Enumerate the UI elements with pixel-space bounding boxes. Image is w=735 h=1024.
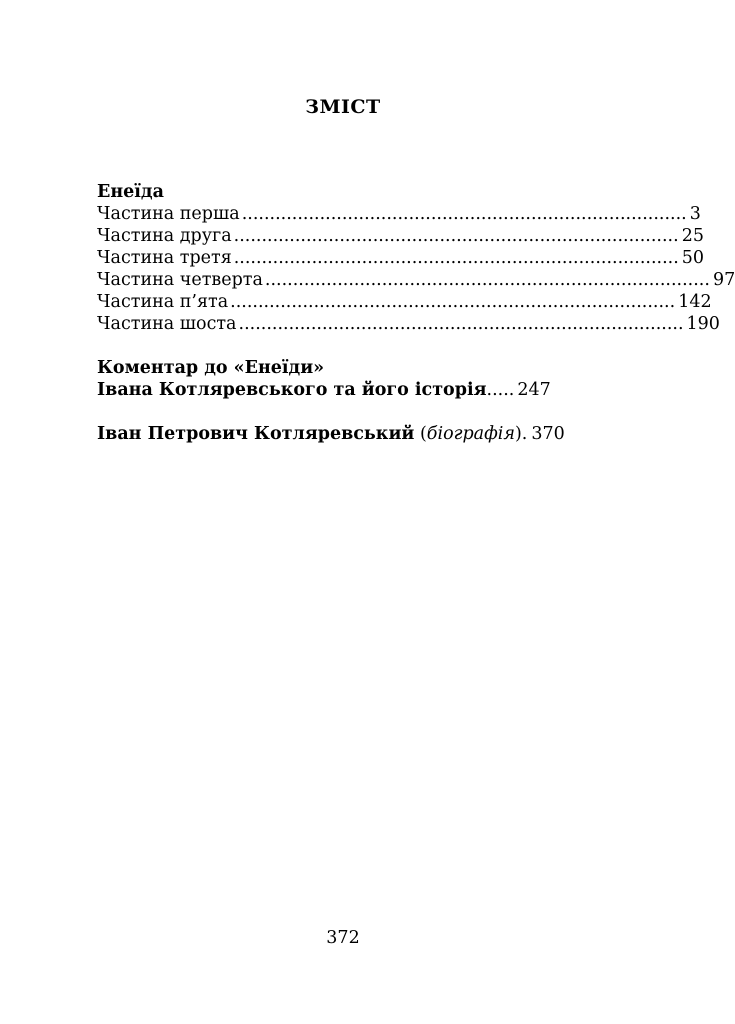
section-heading-eneida: Енеїда (97, 182, 164, 202)
dot-leader: ................................................................................ (238, 314, 684, 334)
toc-section-biography[interactable] (97, 423, 565, 445)
close-paren: ). (514, 424, 528, 444)
dot-leader: ..... (486, 380, 515, 400)
dot-leader: ................................................................................ (264, 270, 710, 290)
toc-entry-page: 50 (681, 248, 705, 268)
open-paren: ( (414, 424, 427, 444)
commentary-title-line2: Івана Котляревського та його історія (97, 380, 487, 400)
dot-leader: ................................................................................ (241, 204, 687, 224)
page-number: 372 (326, 928, 360, 948)
toc-entry[interactable] (97, 291, 712, 313)
toc-entry-label: Частина перша (97, 204, 240, 224)
toc-section-eneida (97, 181, 735, 335)
dot-leader: ................................................................................ (230, 292, 676, 312)
toc-entry-page: 370 (531, 424, 565, 444)
toc-entry-page: 25 (681, 226, 704, 246)
biography-name: Іван Петрович Котляревський (97, 424, 415, 444)
toc-entry-page: 3 (689, 204, 701, 224)
dot-leader: ................................................................................ (233, 248, 679, 268)
toc-entry[interactable] (97, 313, 720, 335)
toc-entry-page: 142 (678, 292, 712, 312)
toc-entry-page: 247 (517, 380, 551, 400)
dot-leader: ................................................................................ (233, 226, 679, 246)
toc-entry-page: 97 (712, 270, 735, 290)
commentary-title-line1: Коментар до «Енеїди» (97, 358, 325, 378)
toc-entry-label: Частина друга (97, 226, 232, 246)
toc-entry[interactable] (97, 247, 705, 269)
toc-entry[interactable] (97, 203, 701, 225)
toc-entry-label: Частина третя (97, 248, 232, 268)
toc-entry[interactable] (97, 225, 704, 247)
toc-entry-page: 190 (686, 314, 720, 334)
toc-entry-label: Частина шоста (97, 314, 237, 334)
toc-section-commentary[interactable] (97, 357, 561, 401)
toc-entry[interactable] (97, 269, 735, 291)
toc-entry (97, 423, 565, 445)
toc-entry-label: Частина п’ята (97, 292, 229, 312)
toc-entry-label: Частина четверта (97, 270, 263, 290)
biography-note: біографія (426, 424, 515, 444)
toc-entry (97, 379, 561, 401)
page-title: ЗМІСТ (305, 96, 381, 118)
